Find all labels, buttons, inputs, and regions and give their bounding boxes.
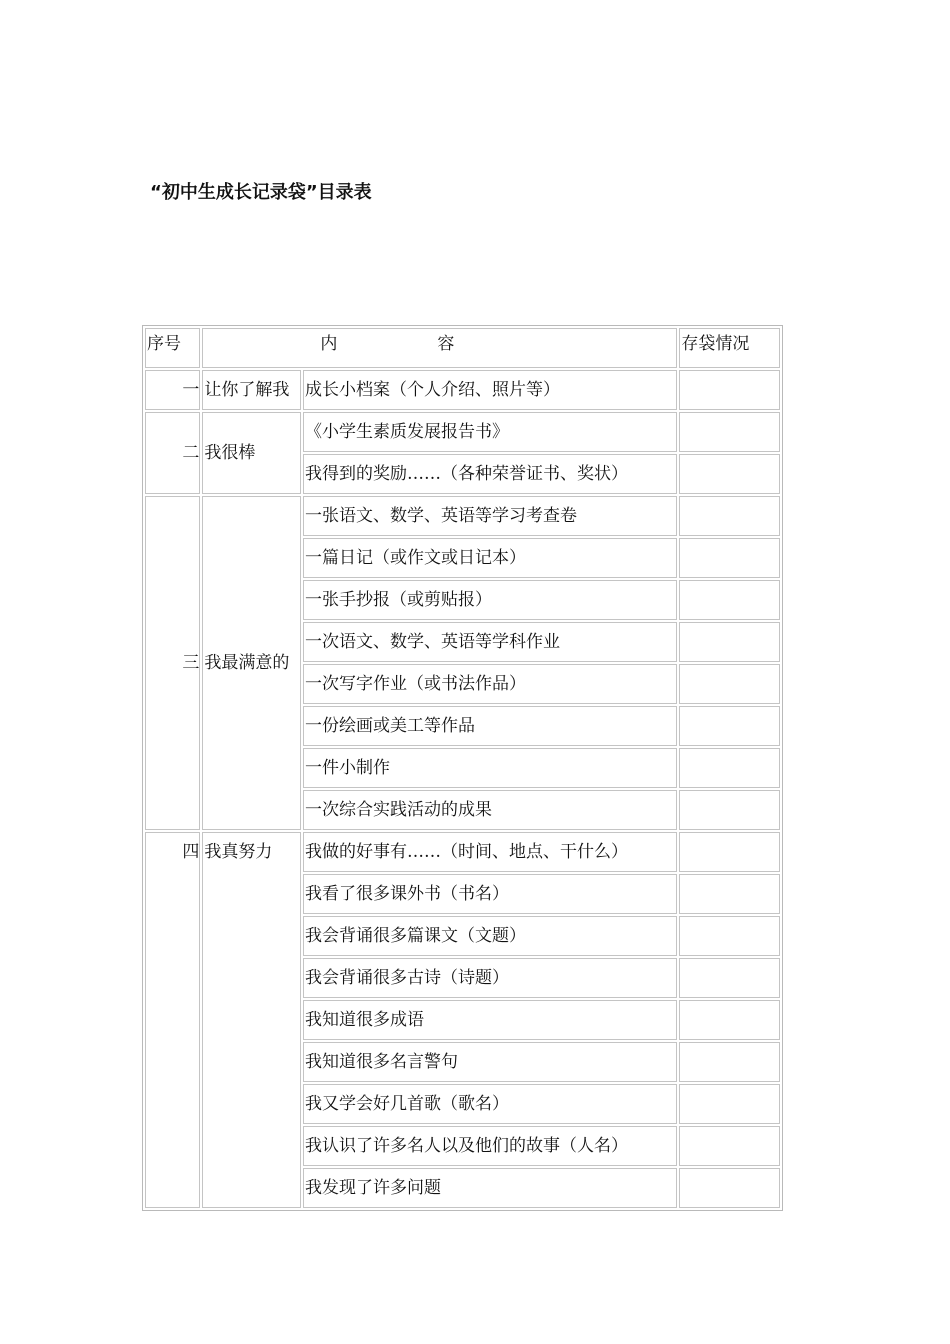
status-cell <box>679 454 780 494</box>
status-cell <box>679 412 780 452</box>
status-cell <box>679 706 780 746</box>
header-content <box>202 328 677 368</box>
header-index: 序号 <box>145 328 200 368</box>
item-content: 一张语文、数学、英语等学习考查卷 <box>303 496 677 536</box>
status-cell <box>679 916 780 956</box>
status-cell <box>679 370 780 410</box>
status-cell <box>679 958 780 998</box>
status-cell <box>679 832 780 872</box>
item-content: 一次综合实践活动的成果 <box>303 790 677 830</box>
item-content: 《小学生素质发展报告书》 <box>303 412 677 452</box>
item-content: 我做的好事有……（时间、地点、干什么） <box>303 832 677 872</box>
section-category: 我很棒 <box>202 412 301 494</box>
item-content: 一张手抄报（或剪贴报） <box>303 580 677 620</box>
table-row <box>145 832 780 872</box>
status-cell <box>679 622 780 662</box>
table-row <box>145 370 780 410</box>
section-index: 二 <box>145 412 200 494</box>
item-content: 我看了很多课外书（书名） <box>303 874 677 914</box>
status-cell <box>679 1000 780 1040</box>
status-cell <box>679 538 780 578</box>
item-content: 一次写字作业（或书法作品） <box>303 664 677 704</box>
status-cell <box>679 1084 780 1124</box>
item-content: 一件小制作 <box>303 748 677 788</box>
table-row <box>145 496 780 536</box>
section-category: 让你了解我 <box>202 370 301 410</box>
item-content: 一次语文、数学、英语等学科作业 <box>303 622 677 662</box>
section-index: 四 <box>145 832 200 1208</box>
item-content: 我会背诵很多古诗（诗题） <box>303 958 677 998</box>
header-status: 存袋情况 <box>679 328 780 368</box>
section-category: 我最满意的 <box>202 496 301 830</box>
table-row <box>145 412 780 452</box>
item-content: 我知道很多成语 <box>303 1000 677 1040</box>
table-header-row <box>145 328 780 368</box>
item-content: 我得到的奖励……（各种荣誉证书、奖状） <box>303 454 677 494</box>
page-title: “初中生成长记录袋”目录表 <box>150 182 372 203</box>
status-cell <box>679 790 780 830</box>
item-content: 我知道很多名言警句 <box>303 1042 677 1082</box>
catalog-table <box>142 325 783 1211</box>
item-content: 成长小档案（个人介绍、照片等） <box>303 370 677 410</box>
section-category: 我真努力 <box>202 832 301 1208</box>
item-content: 一篇日记（或作文或日记本） <box>303 538 677 578</box>
section-index: 一 <box>145 370 200 410</box>
header-content-char-1: 内 <box>320 334 338 354</box>
item-content: 我发现了许多问题 <box>303 1168 677 1208</box>
status-cell <box>679 1168 780 1208</box>
status-cell <box>679 496 780 536</box>
status-cell <box>679 664 780 704</box>
status-cell <box>679 748 780 788</box>
item-content: 我又学会好几首歌（歌名） <box>303 1084 677 1124</box>
item-content: 我认识了许多名人以及他们的故事（人名） <box>303 1126 677 1166</box>
status-cell <box>679 580 780 620</box>
header-content-char-2: 容 <box>437 334 455 354</box>
item-content: 我会背诵很多篇课文（文题） <box>303 916 677 956</box>
status-cell <box>679 874 780 914</box>
status-cell <box>679 1126 780 1166</box>
item-content: 一份绘画或美工等作品 <box>303 706 677 746</box>
section-index: 三 <box>145 496 200 830</box>
status-cell <box>679 1042 780 1082</box>
